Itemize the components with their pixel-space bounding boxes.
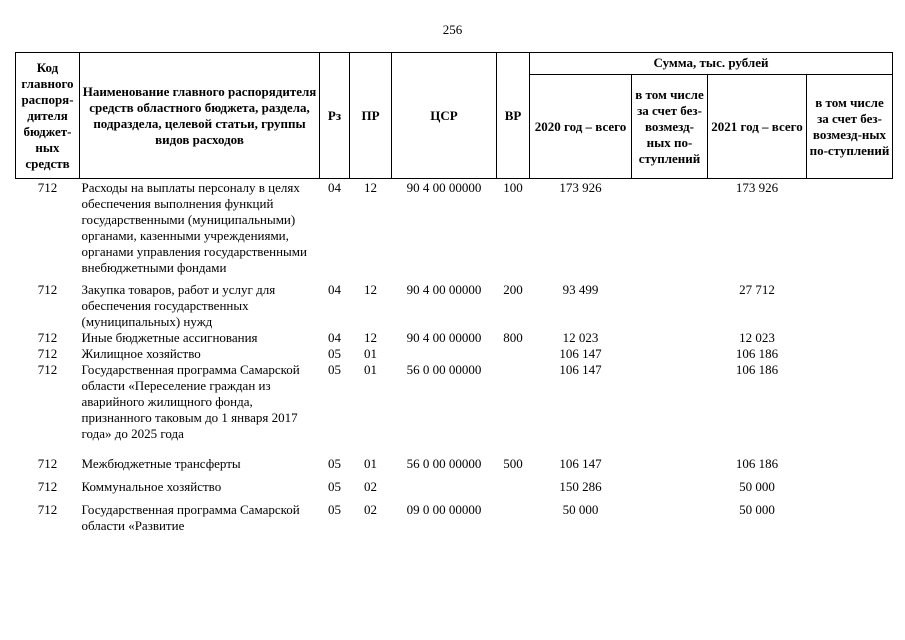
cell-code: 712 [37, 180, 58, 195]
cell-2021-grant [807, 276, 893, 330]
cell-code: 712 [37, 346, 58, 361]
cell-2020-total: 50 000 [562, 502, 599, 517]
cell-vr [497, 362, 530, 442]
cell-csr: 56 0 00 00000 [406, 456, 482, 471]
cell-vr: 100 [503, 180, 523, 195]
table-row [16, 442, 893, 472]
cell-2021-total: 27 712 [739, 282, 775, 297]
cell-2020-total: 93 499 [562, 282, 599, 297]
table-body [16, 179, 893, 535]
cell-2021-total: 106 186 [735, 346, 779, 361]
header-sum: Сумма, тыс. рублей [530, 53, 893, 75]
cell-2021-grant [807, 362, 893, 442]
cell-2021-total: 106 186 [735, 362, 779, 377]
cell-name: Межбюджетные трансферты [81, 456, 241, 471]
table-row [16, 179, 893, 277]
page-number: 256 [442, 22, 463, 37]
cell-vr: 800 [503, 330, 523, 345]
cell-csr [392, 472, 497, 495]
cell-pr: 02 [364, 479, 377, 494]
header-vr: ВР [497, 53, 530, 179]
cell-code: 712 [37, 456, 58, 471]
cell-vr [497, 472, 530, 495]
table-row [16, 276, 893, 330]
cell-2021-grant [807, 442, 893, 472]
cell-csr [392, 346, 497, 362]
header-csr: ЦСР [392, 53, 497, 179]
cell-pr: 01 [364, 456, 377, 471]
cell-pr: 01 [364, 346, 377, 361]
cell-pr: 01 [364, 362, 377, 377]
cell-code: 712 [37, 362, 58, 377]
table-row [16, 346, 893, 362]
cell-code: 712 [37, 282, 58, 297]
cell-rz: 05 [328, 362, 341, 377]
cell-2020-grant [632, 346, 708, 362]
cell-name: Государственная программа Самарской области «Переселение граждан из аварийного жилищного фонда, признанного таковым до 1 января 2017 года» до 2025 года [81, 362, 300, 441]
cell-2020-grant [632, 276, 708, 330]
cell-vr: 200 [503, 282, 523, 297]
cell-name: Жилищное хозяйство [81, 346, 201, 361]
cell-2020-total: 173 926 [559, 180, 602, 195]
cell-rz: 05 [328, 479, 341, 494]
cell-2021-grant [807, 330, 893, 346]
cell-csr: 09 0 00 00000 [406, 502, 482, 517]
table-row [16, 472, 893, 495]
header-2021-total: 2021 год – всего [708, 75, 807, 179]
cell-name: Коммунальное хозяйство [81, 479, 222, 494]
cell-2020-total: 106 147 [559, 362, 602, 377]
cell-pr: 12 [364, 282, 377, 297]
cell-rz: 04 [328, 180, 341, 195]
cell-2020-total: 106 147 [559, 346, 602, 361]
cell-rz: 04 [328, 282, 341, 297]
table-row [16, 362, 893, 442]
cell-vr [497, 495, 530, 534]
cell-2020-grant [632, 495, 708, 534]
cell-2021-grant [807, 495, 893, 534]
cell-rz: 05 [328, 456, 341, 471]
table-header [16, 53, 893, 179]
header-2020-grant: в том числе за счет без-возмезд-ных по-ступлений [632, 75, 708, 179]
cell-vr: 500 [503, 456, 523, 471]
cell-2021-grant [807, 472, 893, 495]
cell-pr: 12 [364, 330, 377, 345]
cell-2020-grant [632, 330, 708, 346]
header-code: Код главного распоря-дителя бюджет-ных средств [16, 53, 80, 179]
header-2020-total: 2020 год – всего [530, 75, 632, 179]
cell-name: Расходы на выплаты персоналу в целях обеспечения выполнения функций государственными (муниципальными) органами, казенными учреждениями, органами управления государственными внебюджетными фондами [81, 180, 307, 275]
cell-rz: 05 [328, 346, 341, 361]
cell-csr: 90 4 00 00000 [406, 330, 482, 345]
header-rz: Рз [320, 53, 350, 179]
table-row [16, 495, 893, 534]
cell-csr: 90 4 00 00000 [406, 180, 482, 195]
cell-2020-total: 12 023 [562, 330, 599, 345]
cell-code: 712 [37, 330, 58, 345]
cell-csr: 90 4 00 00000 [406, 282, 482, 297]
cell-2020-grant [632, 362, 708, 442]
cell-2020-total: 106 147 [559, 456, 602, 471]
table-row [16, 330, 893, 346]
cell-name: Закупка товаров, работ и услуг для обеспечения государственных (муниципальных) нужд [81, 282, 276, 329]
cell-csr: 56 0 00 00000 [406, 362, 482, 377]
cell-2020-grant [632, 442, 708, 472]
header-name: Наименование главного распорядителя средств областного бюджета, раздела, подраздела, целевой статьи, группы видов расходов [80, 53, 320, 179]
cell-2021-total: 173 926 [735, 180, 779, 195]
cell-2021-total: 50 000 [739, 479, 775, 494]
cell-2021-total: 106 186 [735, 456, 779, 471]
header-2021-grant: в том числе за счет без-возмезд-ных по-ступлений [807, 75, 893, 179]
cell-2021-total: 12 023 [739, 330, 775, 345]
cell-name: Государственная программа Самарской области «Развитие [81, 502, 300, 533]
budget-table [15, 52, 893, 534]
cell-name: Иные бюджетные ассигнования [81, 330, 258, 345]
cell-2021-total: 50 000 [739, 502, 775, 517]
cell-2021-grant [807, 346, 893, 362]
cell-code: 712 [37, 502, 58, 517]
cell-2020-grant [632, 472, 708, 495]
cell-2020-grant [632, 179, 708, 277]
cell-pr: 02 [364, 502, 377, 517]
cell-vr [497, 346, 530, 362]
header-pr: ПР [350, 53, 392, 179]
cell-rz: 05 [328, 502, 341, 517]
cell-code: 712 [37, 479, 58, 494]
cell-pr: 12 [364, 180, 377, 195]
cell-2020-total: 150 286 [559, 479, 602, 494]
cell-2021-grant [807, 179, 893, 277]
cell-rz: 04 [328, 330, 341, 345]
